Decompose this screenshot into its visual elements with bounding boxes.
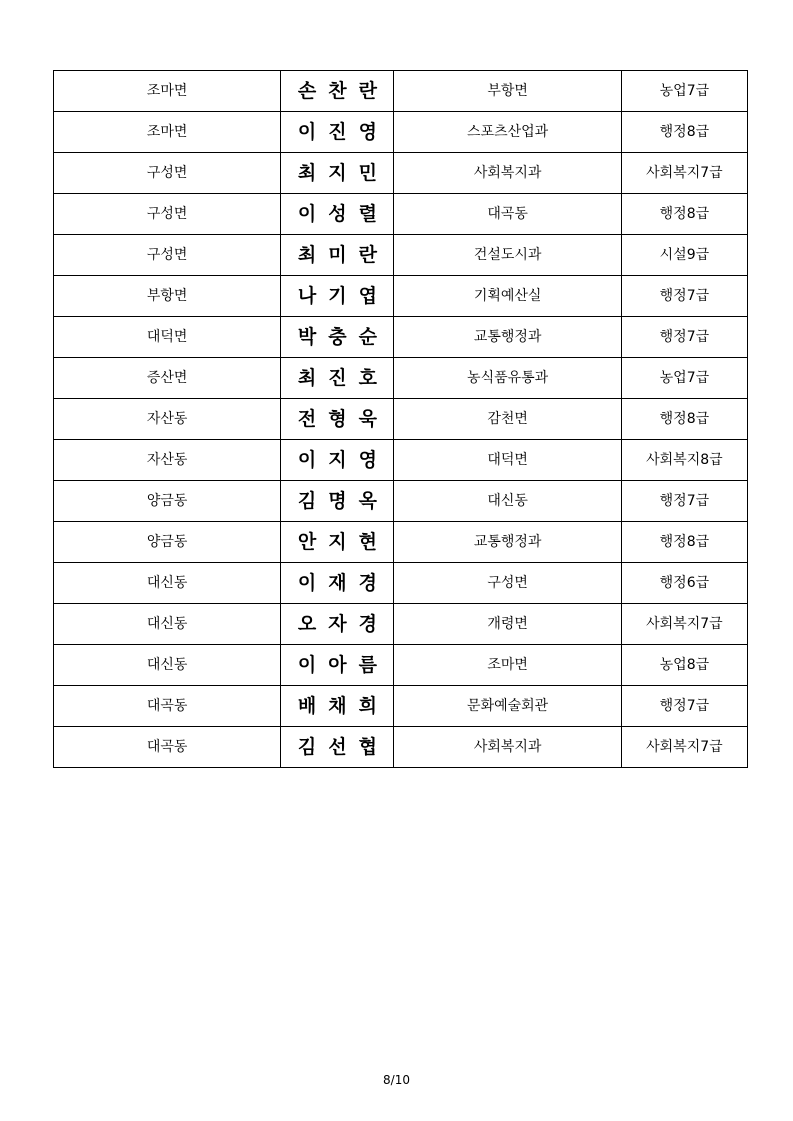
new-post-cell: 대덕면 [394, 440, 621, 481]
current-post-cell: 구성면 [54, 153, 281, 194]
grade-cell: 행정8급 [621, 194, 747, 235]
grade-cell: 시설9급 [621, 235, 747, 276]
employee-name-cell: 최진호 [281, 358, 394, 399]
table-row [54, 112, 748, 153]
new-post-cell: 사회복지과 [394, 727, 621, 768]
table-row [54, 399, 748, 440]
employee-name-cell: 이성렬 [281, 194, 394, 235]
employee-name-cell: 배채희 [281, 686, 394, 727]
table-row [54, 522, 748, 563]
grade-cell: 농업7급 [621, 358, 747, 399]
table-row [54, 604, 748, 645]
current-post-cell: 자산동 [54, 399, 281, 440]
employee-name-cell: 이지영 [281, 440, 394, 481]
table-row [54, 358, 748, 399]
new-post-cell: 구성면 [394, 563, 621, 604]
table-body [54, 71, 748, 768]
current-post-cell: 양금동 [54, 481, 281, 522]
grade-cell: 농업7급 [621, 71, 747, 112]
current-post-cell: 양금동 [54, 522, 281, 563]
page-number: 8/10 [383, 1073, 410, 1087]
table-row [54, 153, 748, 194]
employee-name-cell: 전형욱 [281, 399, 394, 440]
employee-name-cell: 최미란 [281, 235, 394, 276]
current-post-cell: 증산면 [54, 358, 281, 399]
current-post-cell: 대신동 [54, 563, 281, 604]
new-post-cell: 기획예산실 [394, 276, 621, 317]
employee-name-cell: 김선협 [281, 727, 394, 768]
table-row [54, 235, 748, 276]
table-row [54, 440, 748, 481]
new-post-cell: 스포츠산업과 [394, 112, 621, 153]
employee-name-cell: 김명옥 [281, 481, 394, 522]
new-post-cell: 문화예술회관 [394, 686, 621, 727]
employee-name-cell: 이진영 [281, 112, 394, 153]
grade-cell: 농업8급 [621, 645, 747, 686]
grade-cell: 사회복지8급 [621, 440, 747, 481]
personnel-transfer-table [53, 70, 748, 768]
table-row [54, 481, 748, 522]
current-post-cell: 대덕면 [54, 317, 281, 358]
current-post-cell: 자산동 [54, 440, 281, 481]
employee-name-cell: 나기엽 [281, 276, 394, 317]
employee-name-cell: 안지현 [281, 522, 394, 563]
employee-name-cell: 박충순 [281, 317, 394, 358]
new-post-cell: 교통행정과 [394, 522, 621, 563]
grade-cell: 사회복지7급 [621, 727, 747, 768]
current-post-cell: 조마면 [54, 71, 281, 112]
new-post-cell: 조마면 [394, 645, 621, 686]
table-row [54, 317, 748, 358]
grade-cell: 사회복지7급 [621, 604, 747, 645]
new-post-cell: 농식품유통과 [394, 358, 621, 399]
grade-cell: 행정7급 [621, 276, 747, 317]
new-post-cell: 대신동 [394, 481, 621, 522]
current-post-cell: 구성면 [54, 194, 281, 235]
table-row [54, 686, 748, 727]
table-row [54, 276, 748, 317]
table-row [54, 645, 748, 686]
grade-cell: 행정7급 [621, 686, 747, 727]
current-post-cell: 대신동 [54, 604, 281, 645]
current-post-cell: 대곡동 [54, 727, 281, 768]
grade-cell: 행정8급 [621, 112, 747, 153]
grade-cell: 사회복지7급 [621, 153, 747, 194]
employee-name-cell: 손찬란 [281, 71, 394, 112]
employee-name-cell: 이아름 [281, 645, 394, 686]
new-post-cell: 감천면 [394, 399, 621, 440]
grade-cell: 행정7급 [621, 317, 747, 358]
grade-cell: 행정8급 [621, 399, 747, 440]
employee-name-cell: 최지민 [281, 153, 394, 194]
grade-cell: 행정6급 [621, 563, 747, 604]
new-post-cell: 부항면 [394, 71, 621, 112]
current-post-cell: 대곡동 [54, 686, 281, 727]
table-row [54, 71, 748, 112]
new-post-cell: 사회복지과 [394, 153, 621, 194]
current-post-cell: 구성면 [54, 235, 281, 276]
new-post-cell: 건설도시과 [394, 235, 621, 276]
current-post-cell: 대신동 [54, 645, 281, 686]
current-post-cell: 부항면 [54, 276, 281, 317]
grade-cell: 행정8급 [621, 522, 747, 563]
grade-cell: 행정7급 [621, 481, 747, 522]
new-post-cell: 대곡동 [394, 194, 621, 235]
table-row [54, 194, 748, 235]
new-post-cell: 교통행정과 [394, 317, 621, 358]
table-row [54, 563, 748, 604]
table-row [54, 727, 748, 768]
current-post-cell: 조마면 [54, 112, 281, 153]
employee-name-cell: 오자경 [281, 604, 394, 645]
new-post-cell: 개령면 [394, 604, 621, 645]
employee-name-cell: 이재경 [281, 563, 394, 604]
